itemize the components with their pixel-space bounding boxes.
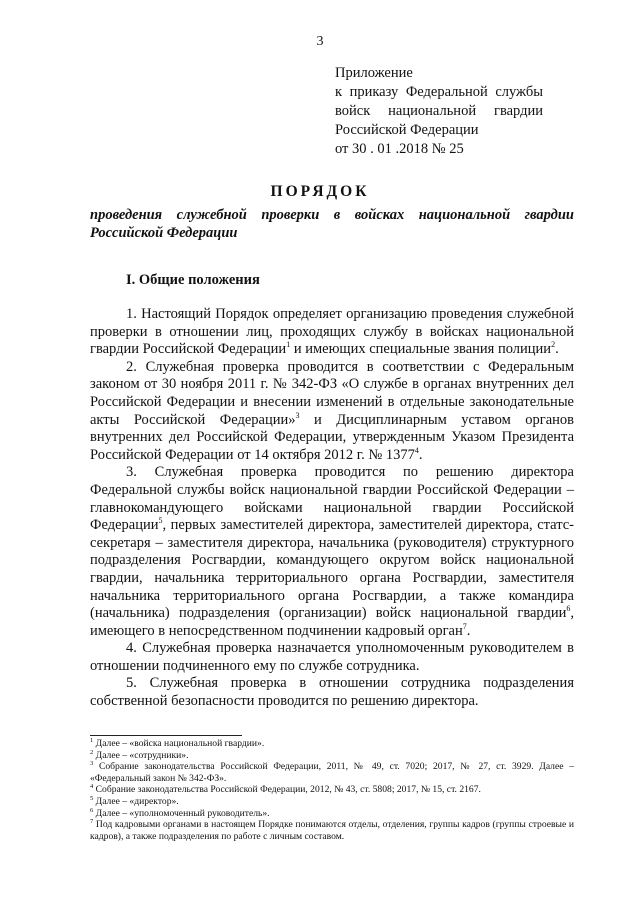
document-subtitle: проведения служебной проверки в войсках национальной гвардии Российской Федерации	[90, 207, 574, 241]
paragraph-2: 2. Служебная проверка проводится в соответствии с Федеральным законом от 30 ноября 2011 г. № 342-ФЗ «О службе в органах внутренних дел Российской Федерации и внесении изменений в отдельные законодательные акты Российской Федерации»$^3$ и Дисциплинарным уставом органов внутренних дел Российской Федерации, утвержденным Указом Президента Российской Федерации от 14 октября 2012 г. № 1377$^4$.	[90, 358, 574, 463]
appendix-date: от 30 . 01 .2018 № 25	[335, 141, 464, 157]
footnote-divider	[90, 735, 242, 736]
paragraph-1: 1. Настоящий Порядок определяет организацию проведения служебной проверки в отношении лиц, проходящих службу в войсках национальной гвардии Российской Федерации$^1$ и имеющих специальные звания полиции$^2$.	[90, 306, 574, 358]
footnote-ref: 1	[286, 340, 291, 350]
footnote: $^4$ Собрание законодательства Российской Федерации, 2012, № 43, ст. 5808; 2017, № 15, ст. 2167.	[90, 783, 481, 796]
footnote: $^3$ Собрание законодательства Российской Федерации, 2011, № 49, ст. 7020; 2017, № 27, ст. 3929. Далее – «Федеральный закон № 342-ФЗ».	[90, 760, 574, 784]
footnote-ref: 3	[295, 410, 300, 420]
document-body	[90, 306, 574, 711]
appendix-line: Приложение	[335, 65, 413, 81]
section-heading: I. Общие положения	[126, 272, 260, 288]
footnote: $^5$ Далее – «директор».	[90, 794, 179, 807]
footnote-ref: 6	[566, 604, 571, 614]
footnote-ref: 7	[462, 621, 467, 631]
footnote: $^1$ Далее – «войска национальной гвардии».	[90, 736, 265, 749]
footnote-ref: 4	[414, 445, 419, 455]
footnotes	[90, 738, 574, 842]
appendix-line: к приказу Федеральной службы	[335, 84, 543, 100]
footnote: $^2$ Далее – «сотрудники».	[90, 748, 189, 761]
footnote-ref: 2	[551, 340, 556, 350]
paragraph-3: 3. Служебная проверка проводится по решению директора Федеральной службы войск национальной гвардии Российской Федерации – главнокомандующего войсками национальной гвардии Российской Федерации$^5$, первых заместителей директора, заместителей директора, статс-секретаря – заместителя директора, начальника (руководителя) структурного подразделения Росгвардии, командующего округом войск национальной гвардии, начальника территориального органа Росгвардии, заместителя начальника территориального органа Росгвардии, а также командира (начальника) подразделения (организации) войск национальной гвардии$^6$, имеющего в непосредственном подчинении кадровый орган$^7$.	[90, 464, 574, 639]
footnote: $^7$ Под кадровыми органами в настоящем Порядке понимаются отделы, отделения, группы кадров (группы строевые и кадров), а также подразделения по работе с личным составом.	[90, 817, 574, 842]
document-title: ПОРЯДОК	[270, 183, 370, 200]
page-number: 3	[316, 34, 324, 49]
appendix-line: Российской Федерации	[335, 122, 479, 138]
appendix-block	[335, 64, 543, 159]
appendix-line: войск национальной гвардии	[335, 103, 543, 119]
footnote: $^6$ Далее – «уполномоченный руководитель».	[90, 806, 270, 819]
paragraph-5: 5. Служебная проверка в отношении сотрудника подразделения собственной безопасности проводится по решению директора.	[90, 675, 574, 710]
footnote-ref: 5	[158, 516, 163, 526]
paragraph-4: 4. Служебная проверка назначается уполномоченным руководителем в отношении подчиненного ему по службе сотрудника.	[90, 640, 574, 674]
